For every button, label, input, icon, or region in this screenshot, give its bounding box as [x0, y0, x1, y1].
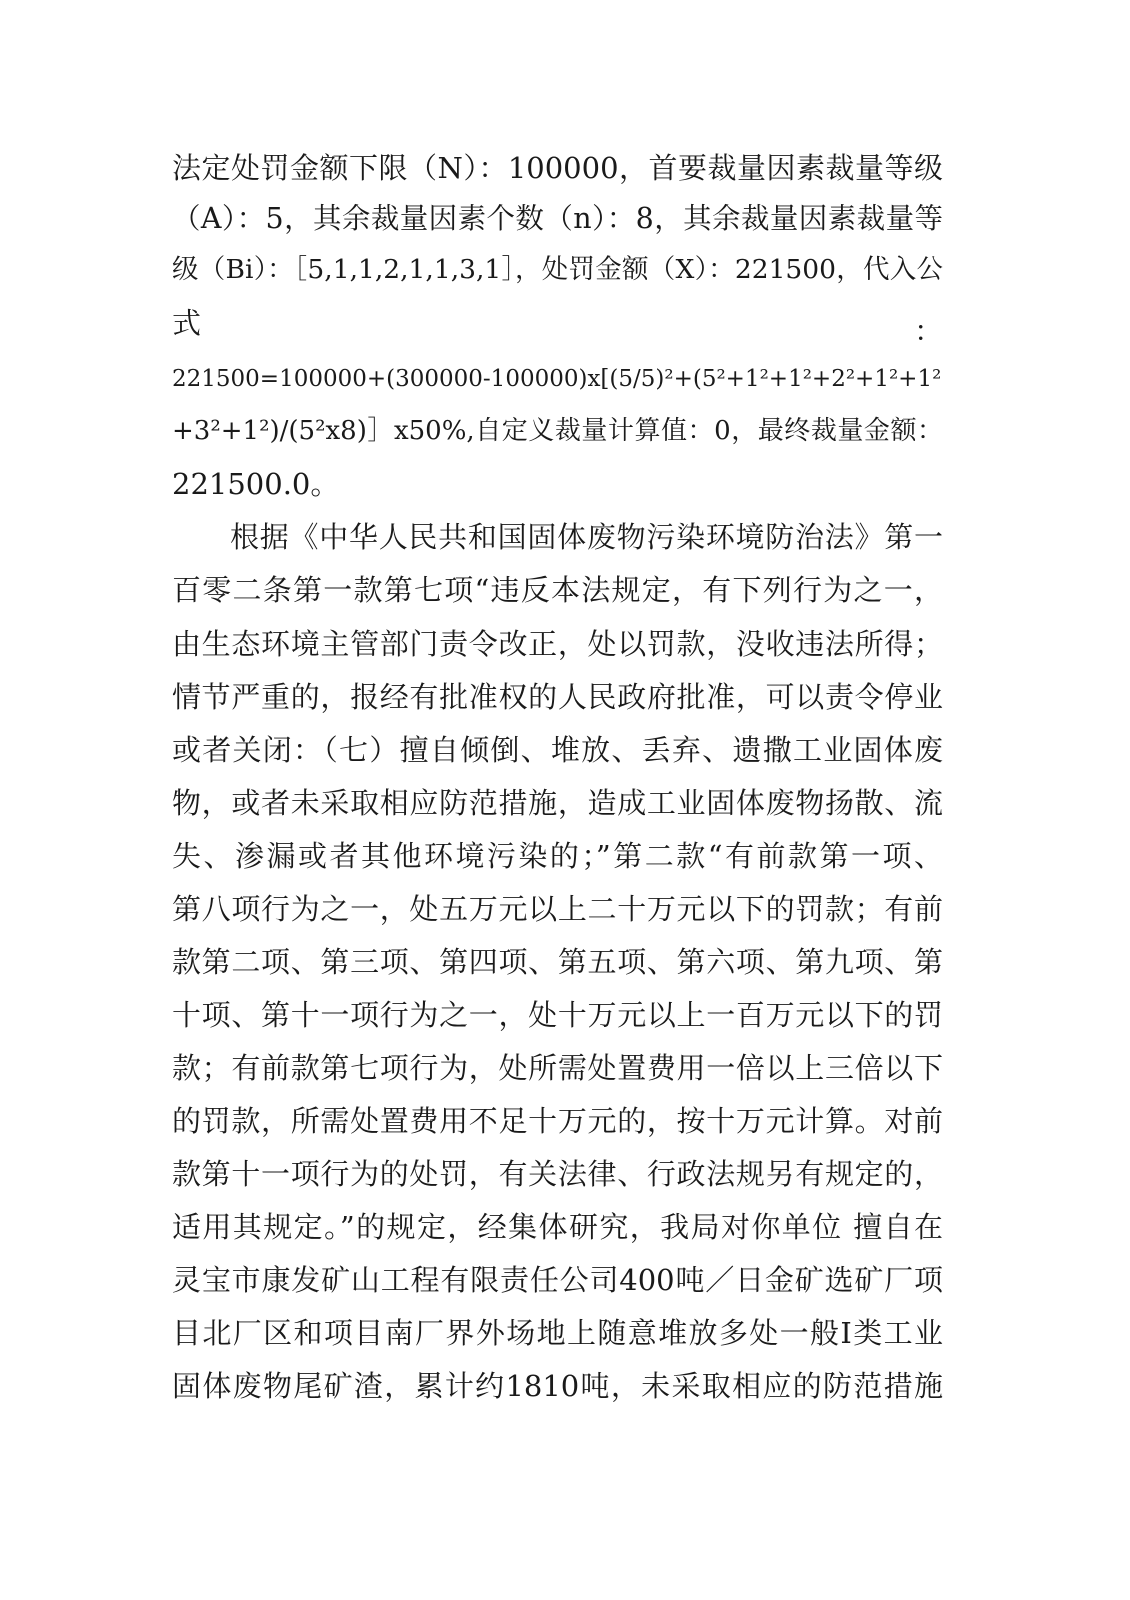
text-line: 由生态环境主管部门责令改正，处以罚款，没收违法所得；: [172, 627, 943, 661]
text-line: 目北厂区和项目南厂界外场地上随意堆放多处一般Ⅰ类工业: [172, 1316, 943, 1350]
text-line: 款；有前款第七项行为，处所需处置费用一倍以上三倍以下: [172, 1051, 943, 1085]
text-line: 221500.0。: [172, 467, 340, 501]
text-line: 级（Bi）：［5,1,1,2,1,1,3,1］，处罚金额（X）：221500，代入公: [172, 254, 943, 285]
text-line: 式: [172, 306, 202, 340]
text-line: 情节严重的，报经有批准权的人民政府批准，可以责令停业: [172, 680, 943, 714]
text-line: 物，或者未采取相应防范措施，造成工业固体废物扬散、流: [172, 786, 943, 820]
formula-line: +3²+1²)/(5²x8)］x50%,自定义裁量计算值：0，最终裁量金额：: [172, 416, 943, 446]
text-line: 灵宝市康发矿山工程有限责任公司400吨／日金矿选矿厂项: [172, 1263, 943, 1297]
text-line: 固体废物尾矿渣，累计约1810吨，未采取相应的防范措施: [172, 1369, 943, 1403]
text-line: 失、渗漏或者其他环境污染的；”第二款“有前款第一项、: [172, 839, 943, 873]
formula-line: 221500=100000+(300000-100000)x[(5/5)²+(5²+1²+1²+2²+1²+1²: [172, 366, 942, 392]
text-line: 的罚款，所需处置费用不足十万元的，按十万元计算。对前: [172, 1104, 943, 1138]
text-line: 十项、第十一项行为之一，处十万元以上一百万元以下的罚: [172, 998, 943, 1032]
text-line: 百零二条第一款第七项“违反本法规定，有下列行为之一，: [172, 573, 943, 607]
text-line: （A）：5，其余裁量因素个数（n）：8，其余裁量因素裁量等: [172, 202, 943, 235]
paragraph-first-line: 根据《中华人民共和国固体废物污染环境防治法》第一: [230, 520, 943, 554]
text-line: ：: [913, 314, 943, 348]
text-line: 法定处罚金额下限（N）：100000，首要裁量因素裁量等级: [172, 151, 943, 185]
text-line: 款第十一项行为的处罚，有关法律、行政法规另有规定的，: [172, 1157, 943, 1191]
text-line: 适用其规定。”的规定，经集体研究，我局对你单位 擅自在: [172, 1210, 943, 1244]
text-line: 或者关闭：（七）擅自倾倒、堆放、丢弃、遗撒工业固体废: [172, 733, 943, 767]
text-line: 第八项行为之一，处五万元以上二十万元以下的罚款；有前: [172, 892, 943, 926]
text-line: 款第二项、第三项、第四项、第五项、第六项、第九项、第: [172, 945, 943, 979]
